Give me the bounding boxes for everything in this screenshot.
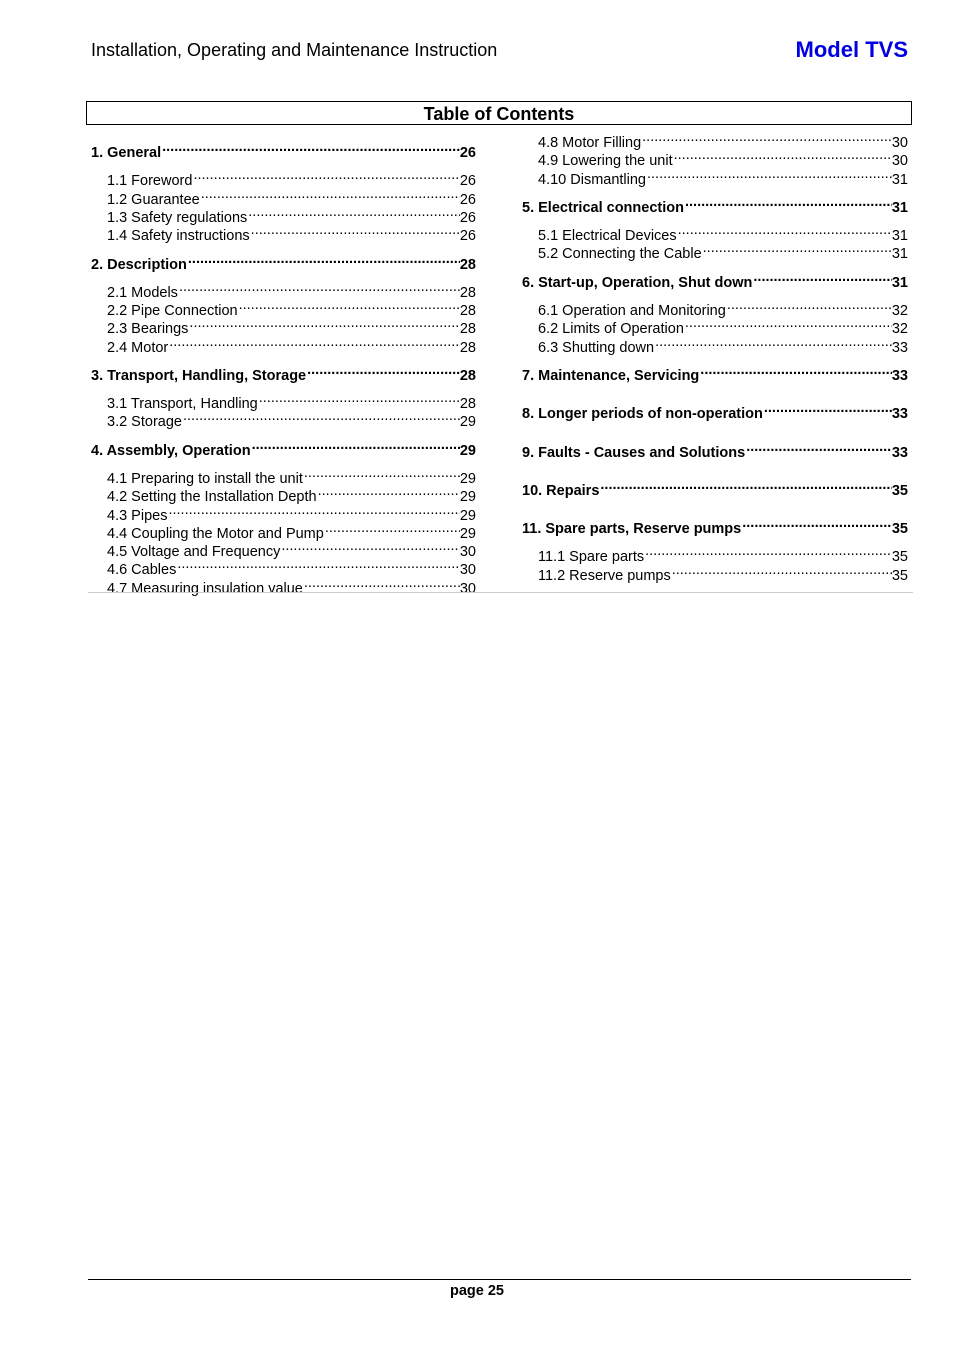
toc-section-entry[interactable] (91, 436, 476, 459)
toc-entry-page: 32 (891, 302, 908, 319)
toc-entry-title: 4.10 Dismantling (538, 171, 646, 188)
toc-subsection-entry[interactable] (91, 574, 476, 597)
toc-entry-title: 4.1 Preparing to install the unit (107, 470, 303, 487)
toc-dot-leader (187, 250, 460, 269)
toc-entry-title: 4.8 Motor Filling (538, 134, 642, 151)
toc-entry-page: 35 (891, 482, 908, 499)
toc-dot-leader (251, 436, 460, 455)
toc-subsection-entry[interactable] (91, 389, 476, 412)
toc-entry-page: 30 (891, 134, 908, 151)
toc-subsection-entry[interactable] (91, 314, 476, 337)
toc-dot-leader (324, 519, 460, 538)
toc-dot-leader (763, 399, 892, 418)
toc-entry-page: 31 (891, 274, 908, 291)
toc-entry-title: 2. Description (91, 256, 187, 273)
toc-subsection-entry[interactable] (91, 221, 476, 244)
toc-dot-leader (641, 128, 892, 147)
toc-entry-page: 30 (459, 561, 476, 578)
toc-entry-page: 31 (891, 199, 908, 216)
toc-entry-title: 2.4 Motor (107, 339, 169, 356)
toc-dot-leader (303, 574, 460, 593)
toc-entry-page: 33 (891, 444, 908, 461)
toc-dot-leader (188, 314, 459, 333)
toc-entry-title: 5.2 Connecting the Cable (538, 245, 702, 262)
toc-dot-leader (200, 185, 460, 204)
toc-entry-title: 11.2 Reserve pumps (538, 567, 671, 584)
toc-dot-leader (599, 476, 891, 495)
toc-dot-leader (741, 514, 892, 533)
toc-entry-title: 4.6 Cables (107, 561, 177, 578)
toc-entry-page: 29 (459, 507, 476, 524)
toc-entry-page: 26 (459, 191, 476, 208)
toc-entry-page: 30 (891, 152, 908, 169)
toc-entry-title: 4.5 Voltage and Frequency (107, 543, 281, 560)
toc-entry-page: 33 (891, 367, 908, 384)
toc-subsection-entry[interactable] (522, 165, 908, 188)
toc-entry-title: 4.7 Measuring insulation value (107, 580, 303, 597)
toc-dot-leader (250, 221, 460, 240)
toc-dot-leader (671, 561, 892, 580)
toc-entry-page: 29 (459, 525, 476, 542)
toc-entry-page: 33 (891, 405, 908, 422)
toc-entry-title: 3. Transport, Handling, Storage (91, 367, 307, 384)
toc-entry-title: 11. Spare parts, Reserve pumps (522, 520, 742, 537)
toc-title: Table of Contents (423, 104, 575, 124)
toc-dot-leader (684, 193, 892, 212)
toc-subsection-entry[interactable] (91, 555, 476, 578)
toc-entry-page: 28 (459, 284, 476, 301)
toc-entry-page: 29 (459, 470, 476, 487)
toc-subsection-entry[interactable] (522, 542, 908, 565)
toc-entry-title: 1. General (91, 144, 162, 161)
toc-bottom-rule (88, 592, 913, 593)
toc-entry-page: 30 (459, 580, 476, 597)
toc-subsection-entry[interactable] (522, 146, 908, 169)
toc-entry-title: 3.2 Storage (107, 413, 182, 430)
toc-subsection-entry[interactable] (91, 519, 476, 542)
toc-entry-title: 10. Repairs (522, 482, 600, 499)
toc-entry-page: 35 (891, 548, 908, 565)
toc-dot-leader (673, 146, 892, 165)
toc-entry-title: 2.2 Pipe Connection (107, 302, 238, 319)
toc-subsection-entry[interactable] (522, 128, 908, 151)
toc-entry-title: 4.4 Coupling the Motor and Pump (107, 525, 324, 542)
toc-entry-page: 29 (459, 488, 476, 505)
toc-section-entry[interactable] (522, 399, 908, 422)
toc-subsection-entry[interactable] (91, 185, 476, 208)
toc-entry-page: 29 (459, 442, 476, 459)
toc-entry-page: 28 (459, 339, 476, 356)
toc-entry-page: 29 (459, 413, 476, 430)
toc-subsection-entry[interactable] (91, 537, 476, 560)
toc-subsection-entry[interactable] (522, 296, 908, 319)
toc-entry-page: 26 (459, 144, 476, 161)
toc-entry-title: 6.1 Operation and Monitoring (538, 302, 726, 319)
toc-entry-page: 26 (459, 172, 476, 189)
toc-dot-leader (161, 138, 460, 157)
toc-subsection-entry[interactable] (91, 407, 476, 430)
toc-entry-title: 2.1 Models (107, 284, 178, 301)
header-title: Installation, Operating and Maintenance Instruction (91, 40, 498, 60)
toc-dot-leader (178, 278, 460, 297)
toc-dot-leader (303, 464, 460, 483)
toc-entry-title: 6.2 Limits of Operation (538, 320, 684, 337)
toc-dot-leader (168, 333, 460, 352)
toc-entry-title: 1.2 Guarantee (107, 191, 200, 208)
toc-dot-leader (317, 482, 460, 501)
toc-section-entry[interactable] (522, 193, 908, 216)
toc-dot-leader (258, 389, 460, 408)
toc-dot-leader (192, 166, 459, 185)
toc-dot-leader (306, 361, 460, 380)
toc-subsection-entry[interactable] (522, 561, 908, 584)
toc-subsection-entry[interactable] (522, 333, 908, 356)
toc-entry-title: 9. Faults - Causes and Solutions (522, 444, 746, 461)
model-label: Model TVS (795, 37, 908, 62)
toc-entry-title: 4. Assembly, Operation (91, 442, 251, 459)
toc-subsection-entry[interactable] (522, 239, 908, 262)
toc-entry-page: 33 (891, 339, 908, 356)
toc-entry-page: 26 (459, 209, 476, 226)
toc-dot-leader (646, 165, 892, 184)
toc-entry-title: 5.1 Electrical Devices (538, 227, 677, 244)
toc-entry-page: 26 (459, 227, 476, 244)
toc-entry-page: 35 (891, 567, 908, 584)
toc-entry-page: 28 (459, 302, 476, 319)
toc-subsection-entry[interactable] (91, 203, 476, 226)
toc-entry-page: 28 (459, 256, 476, 273)
toc-section-entry[interactable] (91, 250, 476, 273)
toc-subsection-entry[interactable] (91, 464, 476, 487)
toc-dot-leader (238, 296, 460, 315)
toc-entry-page: 31 (891, 171, 908, 188)
toc-dot-leader (280, 537, 460, 556)
toc-subsection-entry[interactable] (91, 296, 476, 319)
toc-entry-title: 11.1 Spare parts (538, 548, 645, 565)
toc-entry-title: 4.9 Lowering the unit (538, 152, 673, 169)
toc-dot-leader (644, 542, 892, 561)
toc-entry-page: 31 (891, 245, 908, 262)
toc-dot-leader (654, 333, 892, 352)
toc-entry-title: 3.1 Transport, Handling (107, 395, 258, 412)
toc-subsection-entry[interactable] (91, 501, 476, 524)
toc-dot-leader (752, 268, 891, 287)
toc-section-entry[interactable] (91, 361, 476, 384)
toc-section-entry[interactable] (522, 514, 908, 537)
toc-dot-leader (699, 361, 892, 380)
toc-subsection-entry[interactable] (91, 333, 476, 356)
toc-entry-title: 8. Longer periods of non-operation (522, 405, 763, 422)
toc-entry-title: 4.2 Setting the Installation Depth (107, 488, 317, 505)
page-number: page 25 (450, 1283, 504, 1299)
toc-dot-leader (167, 501, 459, 520)
toc-entry-page: 30 (459, 543, 476, 560)
toc-entry-title: 7. Maintenance, Servicing (522, 367, 700, 384)
toc-entry-title: 1.3 Safety regulations (107, 209, 248, 226)
toc-dot-leader (745, 438, 892, 457)
toc-subsection-entry[interactable] (522, 314, 908, 337)
toc-subsection-entry[interactable] (91, 482, 476, 505)
toc-entry-title: 2.3 Bearings (107, 320, 189, 337)
footer-rule (88, 1279, 911, 1280)
toc-section-entry[interactable] (522, 476, 908, 499)
toc-section-entry[interactable] (522, 438, 908, 461)
toc-subsection-entry[interactable] (522, 221, 908, 244)
toc-section-entry[interactable] (522, 361, 908, 384)
toc-entry-page: 28 (459, 395, 476, 412)
toc-entry-title: 6.3 Shutting down (538, 339, 655, 356)
toc-dot-leader (726, 296, 892, 315)
toc-entry-title: 4.3 Pipes (107, 507, 168, 524)
toc-entry-page: 32 (891, 320, 908, 337)
toc-section-entry[interactable] (522, 268, 908, 291)
toc-dot-leader (684, 314, 892, 333)
toc-entry-page: 28 (459, 320, 476, 337)
toc-entry-title: 5. Electrical connection (522, 199, 684, 216)
toc-dot-leader (677, 221, 892, 240)
toc-dot-leader (247, 203, 460, 222)
toc-section-entry[interactable] (91, 138, 476, 161)
toc-entry-page: 35 (891, 520, 908, 537)
toc-entry-title: 6. Start-up, Operation, Shut down (522, 274, 753, 291)
toc-title-box (86, 101, 912, 125)
toc-dot-leader (182, 407, 460, 426)
toc-dot-leader (176, 555, 460, 574)
toc-subsection-entry[interactable] (91, 166, 476, 189)
toc-subsection-entry[interactable] (91, 278, 476, 301)
toc-dot-leader (702, 239, 892, 258)
toc-entry-title: 1.1 Foreword (107, 172, 193, 189)
toc-entry-page: 28 (459, 367, 476, 384)
toc-entry-title: 1.4 Safety instructions (107, 227, 250, 244)
toc-entry-page: 31 (891, 227, 908, 244)
